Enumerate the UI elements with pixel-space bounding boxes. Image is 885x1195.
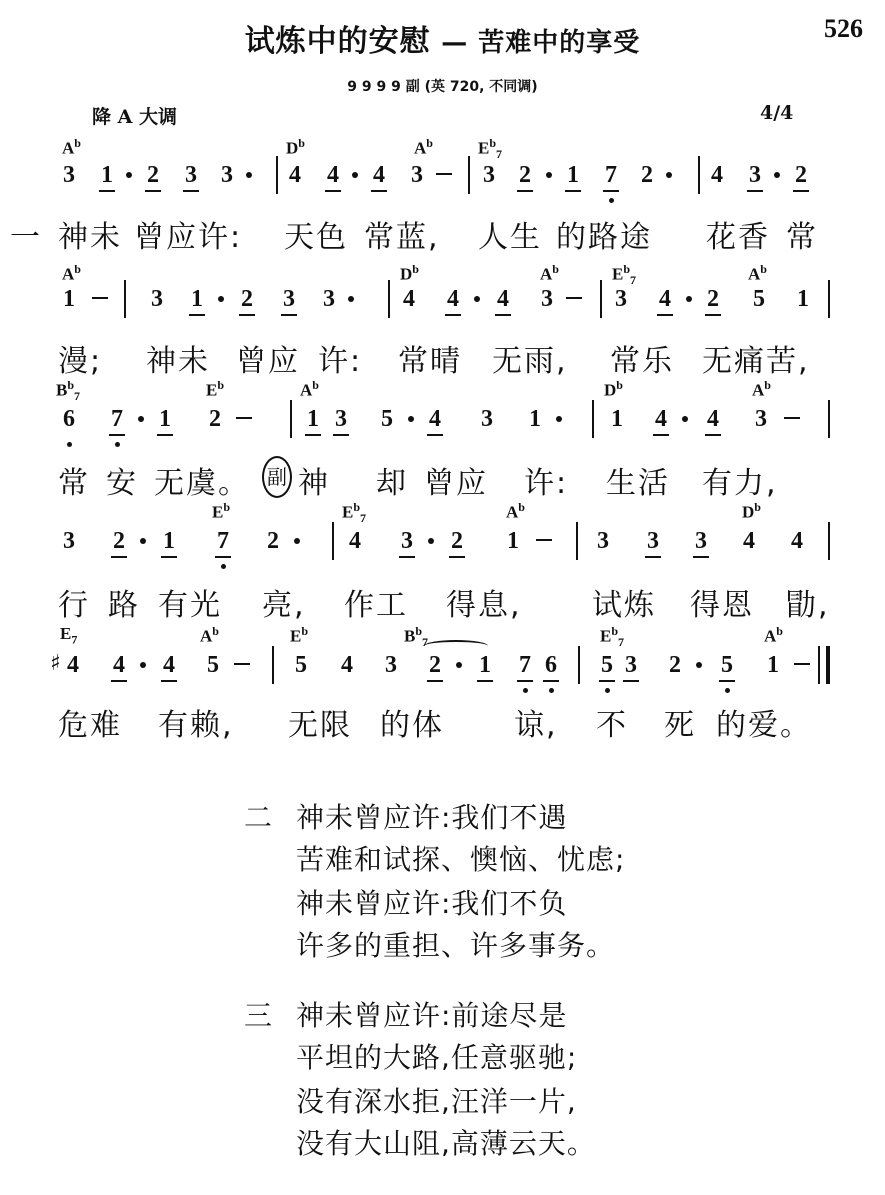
note-digit: 4 [654,284,676,314]
note-digit: 2 [108,526,130,556]
note-digit: 6 [58,404,80,434]
note-digit: 4 [289,162,301,188]
verse-number: 三 [244,999,273,1032]
lyric-line-3 [0,458,885,501]
augmentation-dot [140,662,146,668]
lyric-word: 常蓝, [364,220,440,255]
lyric-word: 曾应许: [134,220,243,255]
note-digit: 2 [446,526,468,556]
lyric-word: 花香 [706,220,770,255]
note-digit: 2 [790,160,812,190]
lyric-word: 有力, [702,466,778,501]
note-digit: 4 [322,160,344,190]
lyric-word: 曾应 [424,466,488,501]
augmentation-dot [126,172,132,178]
augmentation-dot [666,172,672,178]
note-digit: 4 [349,528,361,554]
chord-symbol: $A^b$ [540,262,559,284]
lyric-line-2 [0,336,885,379]
augmentation-dot [348,296,354,302]
bar-line [576,522,578,560]
note-digit: 1 [562,160,584,190]
bar-line [828,400,830,438]
lyric-word: 却 [376,466,408,501]
augmentation-dot [138,416,144,422]
lyric-line-1 [0,212,885,255]
lyric-word: 得息, [446,588,522,623]
chord-symbol: $E^b_7$ [612,262,637,288]
lyric-word: 亮, [262,588,306,623]
augmentation-dot [686,296,692,302]
lyric-word: 危难 [58,708,122,743]
chord-symbol: $E^b_7$ [600,624,625,650]
bar-line [578,646,580,684]
note-digit: 4 [702,404,724,434]
lyric-word: 得恩 [690,588,754,623]
lyric-line-4 [0,580,885,623]
lyric-word: 常乐 [610,344,674,379]
note-digit: 1 [611,406,623,432]
note-digit: 3 [323,286,335,312]
bar-line [332,522,334,560]
note-digit: 5 [753,286,765,312]
note-digit: 4 [368,160,390,190]
note-digit: 5 [716,650,738,680]
extension-dash [784,417,800,419]
note-digit: 7 [514,650,536,680]
lyric-word: 神 [298,466,330,501]
bar-line [600,280,602,318]
note-digit: 7 [600,160,622,190]
note-digit: 3 [385,652,397,678]
extension-dash [234,663,250,665]
lyric-word: 的路途 [556,220,652,255]
lyric-word: 神未 [58,220,122,255]
note-digit: 7 [106,404,128,434]
bar-line [388,280,390,318]
note-digit: 4 [108,650,130,680]
verse-line: 许多的重担、许多事务。 [296,929,616,962]
note-digit: 1 [507,528,519,554]
note-digit: 3 [755,406,767,432]
augmentation-dot [546,172,552,178]
note-digit: 5 [295,652,307,678]
note-digit: 2 [209,406,221,432]
note-digit: 3 [411,162,423,188]
chord-symbol: $A^b$ [752,378,771,400]
lyric-word: 漫; [58,344,103,379]
lyric-word: 作工 [344,588,408,623]
note-digit: 2 [514,160,536,190]
augmentation-dot [140,538,146,544]
note-digit: 3 [330,404,352,434]
note-digit: 1 [529,406,541,432]
note-digit: 1 [96,160,118,190]
note-digit: 4 [650,404,672,434]
hymn-title-sub: — 苦难中的享受 [441,28,641,58]
lyric-word: 无限 [288,708,352,743]
bar-line [290,400,292,438]
augmentation-dot [408,416,414,422]
note-digit: 1 [767,652,779,678]
verse-number: 二 [244,801,273,834]
lyric-word: 试炼 [592,588,656,623]
chord-symbol: $A^b$ [62,262,81,284]
hymn-number: 526 [824,14,863,43]
note-digit: 3 [221,162,233,188]
chord-symbol: $A^b$ [300,378,319,400]
note-digit: 1 [186,284,208,314]
note-digit: 4 [158,650,180,680]
lyric-word: 不 [596,708,628,743]
extension-dash [794,663,810,665]
lyric-word: 无雨, [492,344,568,379]
augmentation-dot [682,416,688,422]
lyric-word: 生活 [606,466,670,501]
verse-line: 神未曾应许:我们不遇 [296,801,568,834]
chord-symbol: $E^b$ [290,624,309,646]
augmentation-dot [294,538,300,544]
bar-line [828,522,830,560]
note-digit: 2 [142,160,164,190]
note-digit: 3 [63,528,75,554]
augmentation-dot [428,538,434,544]
note-digit: 3 [180,160,202,190]
note-digit: 2 [669,652,681,678]
bar-line [592,400,594,438]
chord-symbol: $E^b_7$ [342,500,367,526]
extension-dash [536,539,552,541]
note-digit: 2 [424,650,446,680]
note-digit: 7 [212,526,234,556]
bar-line [826,646,830,684]
verse-line: 苦难和试探、懊恼、忧虑; [296,843,626,876]
note-digit: 3 [278,284,300,314]
lyric-word: 行 [58,588,90,623]
note-digit: 3 [744,160,766,190]
chord-symbol: $E_7$ [60,624,78,647]
lyric-word: 的体 [380,708,444,743]
note-digit: 1 [797,286,809,312]
bar-line [698,156,700,194]
note-digit: 3 [620,650,642,680]
bar-line [124,280,126,318]
lyric-word: 常晴 [398,344,462,379]
lyric-word: 路 [108,588,140,623]
time-signature: 4/4 [760,102,794,124]
note-digit: 3 [63,162,75,188]
note-digit: 4 [403,286,415,312]
augmentation-dot [474,296,480,302]
sharp-sign: ♯ [50,650,61,676]
note-digit: 2 [236,284,258,314]
lyric-word: 曾应 [236,344,300,379]
hymn-title [0,16,885,60]
augmentation-dot [556,416,562,422]
note-digit: 3 [396,526,418,556]
note-digit: 3 [690,526,712,556]
lyric-word: 人生 [478,220,542,255]
chord-symbol: $D^b$ [604,378,623,400]
note-digit: 4 [67,652,79,678]
note-digit: 4 [341,652,353,678]
chord-symbol: $E^b_7$ [478,136,503,162]
note-digit: 4 [424,404,446,434]
note-digit: 5 [381,406,393,432]
chord-symbol: $A^b$ [748,262,767,284]
lyric-word: 无痛苦, [702,344,810,379]
note-digit: 2 [641,162,653,188]
bar-line [818,646,820,684]
verse-line: 平坦的大路,任意驱驰; [296,1041,578,1074]
augmentation-dot [246,172,252,178]
note-digit: 1 [474,650,496,680]
score-line-2 [0,284,885,334]
chord-symbol: $E^b$ [212,500,231,522]
chord-symbol: $A^b$ [506,500,525,522]
lyric-line-5 [0,700,885,743]
note-digit: 3 [483,162,495,188]
lyric-word: 有赖, [158,708,234,743]
note-digit: 1 [158,526,180,556]
score-line-4 [0,526,885,576]
note-digit: 3 [642,526,664,556]
extension-dash [436,173,452,175]
note-digit: 3 [541,286,553,312]
augmentation-dot [352,172,358,178]
note-digit: 3 [597,528,609,554]
chord-symbol: $E^b$ [206,378,225,400]
score-line-1 [0,160,885,210]
augmentation-dot [218,296,224,302]
lyric-word: 谅, [514,708,558,743]
chord-symbol: $B^b_7$ [56,378,81,404]
lyric-word: 常 [786,220,818,255]
chord-symbol: $D^b$ [400,262,419,284]
lyric-word: 的爱。 [716,708,812,743]
lyric-word: 常 [58,466,90,501]
verse-line: 没有深水拒,汪洋一片, [296,1085,577,1118]
note-digit: 4 [492,284,514,314]
lyric-word: 许: [318,344,363,379]
lyric-word: 许: [524,466,569,501]
lyric-word: 无虞。 [154,466,250,501]
verse-number: 一 [10,220,42,255]
lyric-word: 神未 [146,344,210,379]
note-digit: 1 [154,404,176,434]
bar-line [272,646,274,684]
verse-line: 没有大山阻,高薄云天。 [296,1127,596,1160]
chord-symbol: $D^b$ [286,136,305,158]
key-signature: 降 A 大调 [92,106,177,128]
note-digit: 3 [615,286,627,312]
note-digit: 2 [702,284,724,314]
note-digit: 4 [711,162,723,188]
score-line-3 [0,404,885,454]
lyric-word: 死 [664,708,696,743]
score-line-5 [0,650,885,700]
extension-dash [92,297,108,299]
lyric-word: 有光 [158,588,222,623]
refrain-marker: 副 [262,456,292,498]
augmentation-dot [456,662,462,668]
chord-symbol: $D^b$ [742,500,761,522]
note-digit: 3 [151,286,163,312]
note-digit: 1 [302,404,324,434]
note-digit: 4 [442,284,464,314]
hymn-title-main: 试炼中的安慰 [244,24,431,59]
note-digit: 6 [540,650,562,680]
note-digit: 5 [207,652,219,678]
chord-symbol: $A^b$ [764,624,783,646]
lyric-word: 天色 [284,220,348,255]
chord-symbol: $A^b$ [200,624,219,646]
meter-info: 9 9 9 9 副 (英 720, 不同调) [347,79,538,95]
note-digit: 2 [267,528,279,554]
bar-line [828,280,830,318]
verse-line: 神未曾应许:前途尽是 [296,999,568,1032]
note-digit: 3 [481,406,493,432]
note-digit: 4 [743,528,755,554]
chord-symbol: $A^b$ [414,136,433,158]
bar-line [276,156,278,194]
chord-symbol: $A^b$ [62,136,81,158]
note-digit: 5 [596,650,618,680]
augmentation-dot [696,662,702,668]
lyric-word: 勖, [786,588,830,623]
extension-dash [236,417,252,419]
extension-dash [566,297,582,299]
note-digit: 4 [791,528,803,554]
note-digit: 1 [63,286,75,312]
bar-line [468,156,470,194]
augmentation-dot [774,172,780,178]
lyric-word: 安 [106,466,138,501]
verse-line: 神未曾应许:我们不负 [296,887,568,920]
chord-symbol: $B^b_7$ [404,624,429,650]
